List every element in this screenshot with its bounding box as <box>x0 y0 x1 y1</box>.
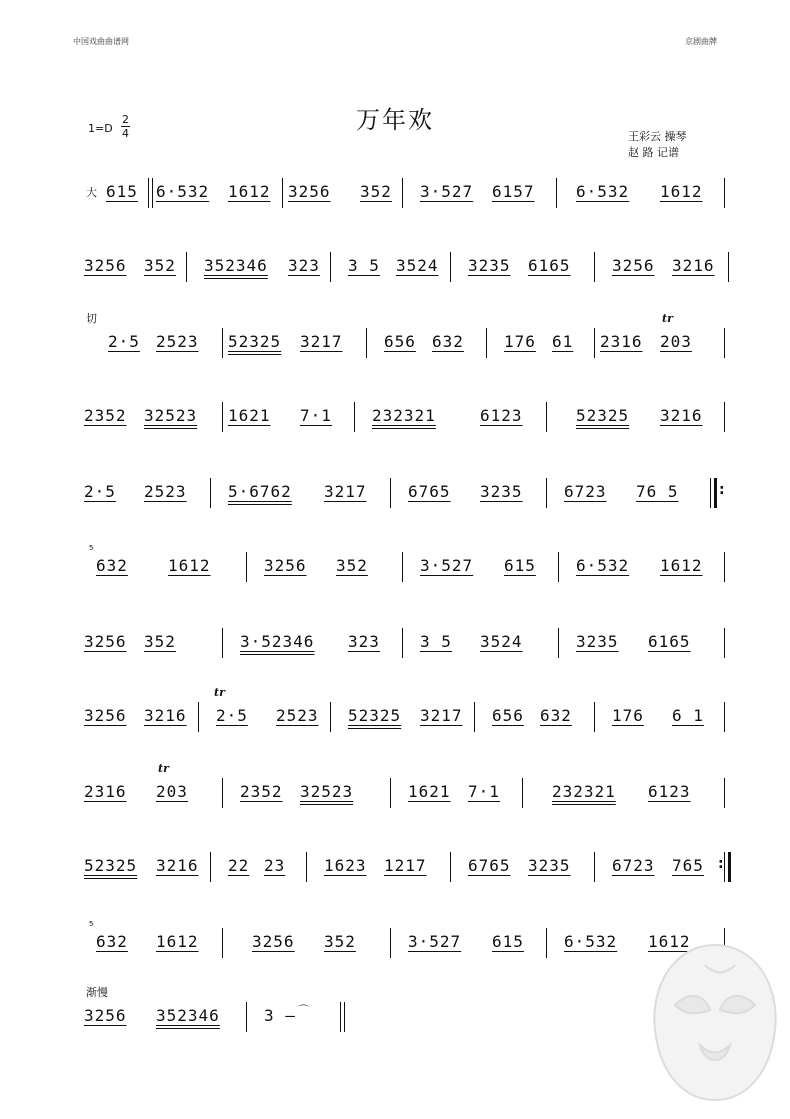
note-group: 6123 <box>648 782 691 801</box>
barline <box>594 852 595 882</box>
barline <box>282 178 283 208</box>
barline <box>558 628 559 658</box>
barline <box>546 402 547 432</box>
barline <box>546 928 547 958</box>
grace-note: 5 <box>89 920 94 928</box>
note-group: 323 <box>348 632 380 651</box>
barline <box>450 252 451 282</box>
time-signature <box>121 113 130 140</box>
note-group: 2523 <box>276 706 319 725</box>
barline <box>724 328 725 358</box>
final-barline <box>344 1002 345 1032</box>
note-group: 2352 <box>240 782 283 801</box>
barline <box>390 478 391 508</box>
note-group: 3524 <box>480 632 523 651</box>
note-group: 352 <box>144 256 176 275</box>
note-group: 203 <box>156 782 188 801</box>
staff-row-5 <box>0 476 790 516</box>
barline <box>450 852 451 882</box>
note-group: 3216 <box>672 256 715 275</box>
note-group: 61 <box>552 332 574 351</box>
barline <box>306 852 307 882</box>
barline <box>402 628 403 658</box>
note-group: 3·527 <box>408 932 462 951</box>
barline <box>724 778 725 808</box>
barline <box>594 252 595 282</box>
barline <box>728 252 729 282</box>
note-group: 3256 <box>252 932 295 951</box>
note-group: 3 5 <box>420 632 452 651</box>
note-group: 2·5 <box>108 332 140 351</box>
barline <box>246 552 247 582</box>
note-group: 2316 <box>84 782 127 801</box>
staff-row-3 <box>0 312 790 366</box>
meter-top: 2 <box>122 113 129 126</box>
note-group: 7·1 <box>468 782 500 801</box>
note-group: 3 5 <box>348 256 380 275</box>
barline <box>330 252 331 282</box>
note-group: 1612 <box>648 932 691 951</box>
note-group: 1612 <box>168 556 211 575</box>
note-group: 1623 <box>324 856 367 875</box>
note-group: 632 <box>96 932 128 951</box>
note-group: 352346 <box>204 256 268 275</box>
barline <box>198 702 199 732</box>
note-group: 3217 <box>324 482 367 501</box>
note-group: 5·6762 <box>228 482 292 501</box>
barline <box>474 702 475 732</box>
note-group: 2523 <box>156 332 199 351</box>
note-group: 3256 <box>84 706 127 725</box>
note-group: 3235 <box>468 256 511 275</box>
note-group: 3235 <box>576 632 619 651</box>
note-group: 52325 <box>84 856 138 875</box>
note-group: 2352 <box>84 406 127 425</box>
note-group: 615 <box>106 182 138 201</box>
barline <box>724 628 725 658</box>
barline <box>210 478 211 508</box>
barline <box>486 328 487 358</box>
staff-row-9 <box>0 762 790 816</box>
barline <box>546 478 547 508</box>
note-group: 615 <box>504 556 536 575</box>
opera-mask-watermark <box>645 935 785 1105</box>
note-group: 32523 <box>300 782 354 801</box>
note-group: 352 <box>324 932 356 951</box>
barline <box>210 852 211 882</box>
note-group: 1621 <box>408 782 451 801</box>
jianman-label: 渐慢 <box>86 986 108 999</box>
staff-row-1 <box>0 176 790 216</box>
note-group: 3 – <box>264 1006 296 1025</box>
barline <box>390 928 391 958</box>
note-group: 2523 <box>144 482 187 501</box>
qie-label: 切 <box>86 312 97 325</box>
barline <box>556 178 557 208</box>
repeat-dots: : <box>718 856 724 872</box>
site-name: 中国戏曲曲谱网 <box>73 37 129 46</box>
note-group: 76 5 <box>636 482 679 501</box>
note-group: 6 1 <box>672 706 704 725</box>
note-group: 1612 <box>156 932 199 951</box>
note-group: 232321 <box>552 782 616 801</box>
note-group: 6157 <box>492 182 535 201</box>
note-group: 176 <box>612 706 644 725</box>
staff-row-8 <box>0 686 790 740</box>
note-group: 3524 <box>396 256 439 275</box>
trill-mark: tr <box>158 762 169 775</box>
note-group: 6165 <box>528 256 571 275</box>
note-group: 3216 <box>660 406 703 425</box>
note-group: 3256 <box>84 256 127 275</box>
note-group: 615 <box>492 932 524 951</box>
note-group: 3256 <box>84 1006 127 1025</box>
barline <box>222 328 223 358</box>
note-group: 632 <box>540 706 572 725</box>
note-group: 656 <box>384 332 416 351</box>
barline <box>724 552 725 582</box>
note-group: 352 <box>360 182 392 201</box>
note-group: 52325 <box>576 406 630 425</box>
note-group: 6765 <box>468 856 511 875</box>
note-group: 632 <box>96 556 128 575</box>
note-group: 765 <box>672 856 704 875</box>
barline <box>354 402 355 432</box>
credit-performer: 王彩云 操琴 <box>628 130 687 143</box>
barline <box>594 328 595 358</box>
da-mark: 大 <box>86 186 97 199</box>
note-group: 2·5 <box>216 706 248 725</box>
note-group: 22 <box>228 856 250 875</box>
note-group: 3216 <box>144 706 187 725</box>
barline <box>594 702 595 732</box>
barline <box>402 552 403 582</box>
barline <box>402 178 403 208</box>
key-signature: 1=D <box>88 122 113 135</box>
note-group: 176 <box>504 332 536 351</box>
barline <box>330 702 331 732</box>
repeat-dots: : <box>719 482 725 498</box>
barline <box>724 852 725 882</box>
note-group: 6723 <box>612 856 655 875</box>
note-group: 6·532 <box>576 182 630 201</box>
repeat-end-barline <box>728 852 731 882</box>
note-group: 52325 <box>228 332 282 351</box>
score-title: 万年欢 <box>356 106 434 134</box>
staff-row-2 <box>0 250 790 290</box>
barline <box>724 402 725 432</box>
barline <box>724 702 725 732</box>
note-group: 656 <box>492 706 524 725</box>
category-label: 京剧曲牌 <box>685 37 717 46</box>
barline <box>186 252 187 282</box>
note-group: 3235 <box>528 856 571 875</box>
note-group: 1612 <box>660 556 703 575</box>
note-group: 3·527 <box>420 182 474 201</box>
staff-row-6 <box>0 544 790 590</box>
note-group: 1217 <box>384 856 427 875</box>
note-group: 2316 <box>600 332 643 351</box>
barline <box>522 778 523 808</box>
grace-note: 5 <box>89 544 94 552</box>
note-group: 7·1 <box>300 406 332 425</box>
barline <box>724 178 725 208</box>
note-group: 3256 <box>612 256 655 275</box>
repeat-start-barline <box>714 478 717 508</box>
note-group: 6123 <box>480 406 523 425</box>
note-group: 32523 <box>144 406 198 425</box>
meter-bottom: 4 <box>122 127 129 140</box>
barline <box>558 552 559 582</box>
note-group: 6·532 <box>156 182 210 201</box>
barline <box>222 628 223 658</box>
note-group: 352 <box>336 556 368 575</box>
note-group: 352 <box>144 632 176 651</box>
note-group: 2·5 <box>84 482 116 501</box>
note-group: 6·532 <box>564 932 618 951</box>
note-group: 1621 <box>228 406 271 425</box>
barline <box>366 328 367 358</box>
note-group: 3256 <box>288 182 331 201</box>
note-group: 52325 <box>348 706 402 725</box>
note-group: 3235 <box>480 482 523 501</box>
note-group: 3256 <box>264 556 307 575</box>
barline <box>222 778 223 808</box>
note-group: 3216 <box>156 856 199 875</box>
fermata-hook: ⌒ <box>298 1004 309 1017</box>
note-group: 3256 <box>84 632 127 651</box>
note-group: 323 <box>288 256 320 275</box>
note-group: 3217 <box>420 706 463 725</box>
note-group: 1612 <box>660 182 703 201</box>
note-group: 232321 <box>372 406 436 425</box>
barline <box>246 1002 247 1032</box>
note-group: 23 <box>264 856 286 875</box>
note-group: 1612 <box>228 182 271 201</box>
barline <box>710 478 711 508</box>
barline <box>222 928 223 958</box>
trill-mark: tr <box>214 686 225 699</box>
note-group: 6765 <box>408 482 451 501</box>
barline <box>152 178 153 208</box>
staff-row-10 <box>0 850 790 890</box>
barline <box>340 1002 341 1032</box>
note-group: 6723 <box>564 482 607 501</box>
trill-mark: tr <box>662 312 673 325</box>
barline <box>148 178 149 208</box>
note-group: 632 <box>432 332 464 351</box>
note-group: 3·52346 <box>240 632 315 651</box>
note-group: 6165 <box>648 632 691 651</box>
note-group: 6·532 <box>576 556 630 575</box>
barline <box>390 778 391 808</box>
staff-row-4 <box>0 400 790 440</box>
credit-transcriber: 赵 路 记谱 <box>628 146 679 159</box>
note-group: 3·527 <box>420 556 474 575</box>
note-group: 203 <box>660 332 692 351</box>
barline <box>222 402 223 432</box>
staff-row-7 <box>0 626 790 666</box>
note-group: 3217 <box>300 332 343 351</box>
note-group: 352346 <box>156 1006 220 1025</box>
